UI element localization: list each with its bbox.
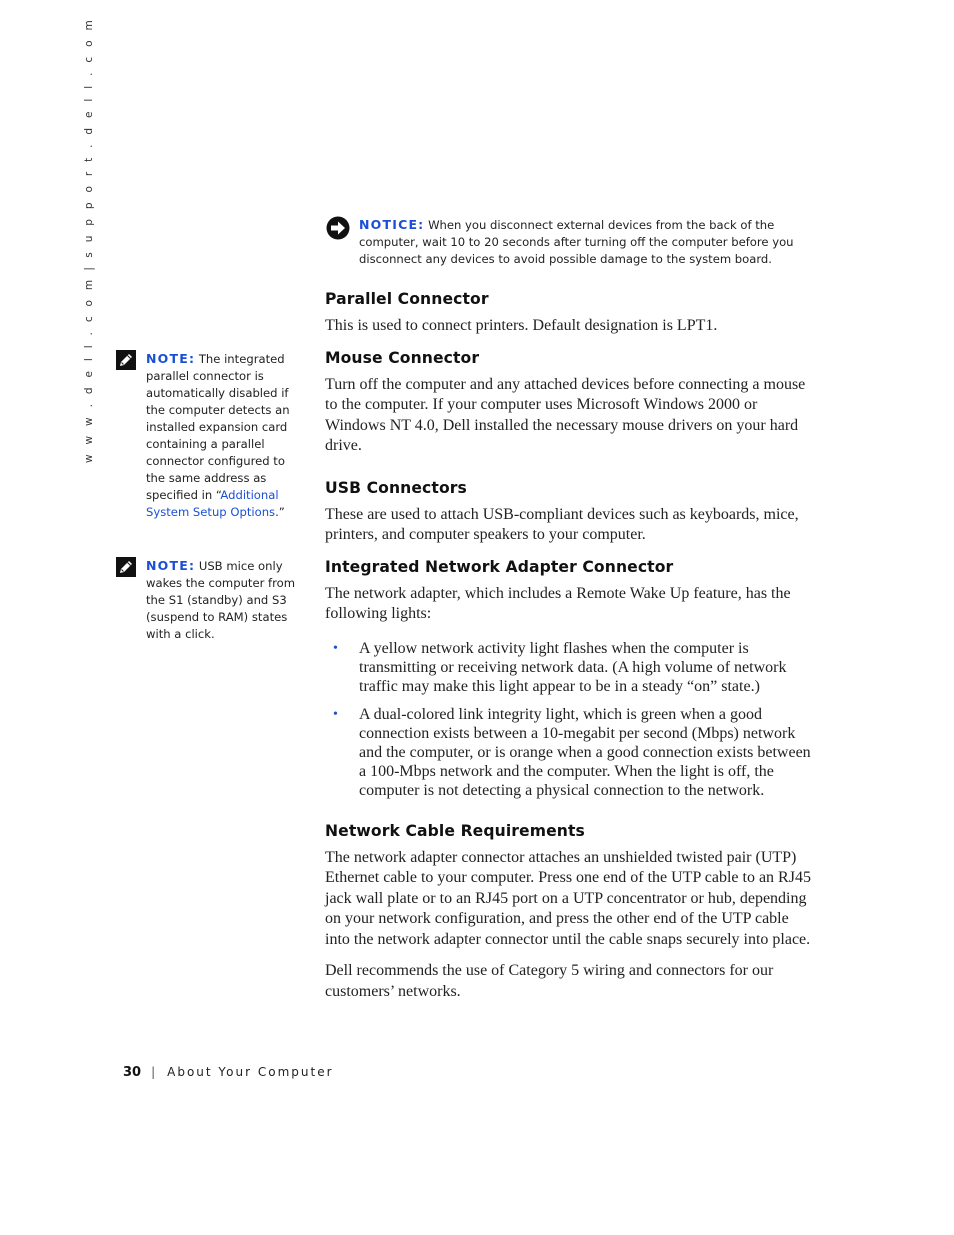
mouse-connector-body: Turn off the computer and any attached devices before connecting a mouse to the computer. If your computer uses Microsoft Windows 2000 or Windows NT 4.0, Dell installed the necessary mouse drivers on your hard drive. xyxy=(325,375,806,454)
list-item-text: A yellow network activity light flashes when the computer is transmitting or receiving network data. (A high volume of network traffic may make this light appear to be in a steady “on” state.) xyxy=(359,639,787,695)
side-note-parallel xyxy=(116,350,296,521)
network-cable-recommendation: Dell recommends the use of Category 5 wiring and connectors for our customers’ networks. xyxy=(325,962,774,1000)
notice-body: When you disconnect external devices from the back of the computer, wait 10 to 20 seconds after turning off the computer before you disconnect any devices to avoid possible damage to the system board. xyxy=(359,218,794,266)
page-number: 30 xyxy=(123,1065,142,1080)
parallel-connector-heading: Parallel Connector xyxy=(325,290,489,308)
bullet-icon: • xyxy=(333,706,338,722)
notice-text xyxy=(359,216,816,268)
network-cable-heading: Network Cable Requirements xyxy=(325,821,585,840)
footer-separator: | xyxy=(151,1065,156,1079)
side-url-dell: w w w . d e l l . c o m xyxy=(83,276,95,463)
note-text xyxy=(146,557,296,643)
note-pencil-icon xyxy=(116,350,136,370)
note-body: The integrated parallel connector is automatically disabled if the computer detects an installed expansion card containing a parallel connector configured to the same address as specified in “ xyxy=(146,352,290,502)
mouse-connector-heading: Mouse Connector xyxy=(325,348,480,367)
notice-label: NOTICE: xyxy=(359,217,425,232)
network-cable-body: The network adapter connector attaches an unshielded twisted pair (UTP) Ethernet cable to your computer. Press one end of the UTP cable to an RJ45 jack wall plate or to an RJ45 port on a UTP concentrator or hub, depending on your network configuration, and press the other end of the UTP cable into the network adapter connector until the cable snaps securely into place. xyxy=(325,848,811,948)
main-content xyxy=(325,290,817,1002)
note-pencil-icon xyxy=(116,557,136,577)
note-suffix: .” xyxy=(275,505,285,519)
section-name: About Your Computer xyxy=(167,1065,334,1079)
side-note-usb xyxy=(116,557,296,643)
list-item xyxy=(325,705,817,800)
side-url-support: s u p p o r t . d e l l . c o m xyxy=(83,16,95,258)
additional-setup-options-link[interactable]: Additional System Setup Options xyxy=(146,488,279,519)
note-body: USB mice only wakes the computer from the S1 (standby) and S3 (suspend to RAM) states with a click. xyxy=(146,559,296,641)
note-label: NOTE: xyxy=(146,351,196,366)
usb-connectors-body: These are used to attach USB-compliant devices such as keyboards, mice, printers, and computer speakers to your computer. xyxy=(325,505,799,543)
note-text xyxy=(146,350,296,521)
note-label: NOTE: xyxy=(146,558,196,573)
side-url-separator: | xyxy=(83,263,95,271)
bullet-icon: • xyxy=(333,640,338,656)
network-lights-list xyxy=(325,639,817,800)
parallel-connector-body: This is used to connect printers. Default designation is LPT1. xyxy=(325,317,718,334)
usb-connectors-heading: USB Connectors xyxy=(325,478,467,497)
network-adapter-heading: Integrated Network Adapter Connector xyxy=(325,557,674,576)
side-url xyxy=(83,17,95,463)
notice-arrow-icon xyxy=(326,216,350,240)
list-item xyxy=(325,639,817,696)
list-item-text: A dual-colored link integrity light, which is green when a good connection exists between a 10-megabit per second (Mbps) network and the computer, or is orange when a good connection exists between a 100-Mbps network and the computer. When the light is off, the computer is not detecting a physical connection to the network. xyxy=(359,705,811,799)
page-footer xyxy=(123,1061,334,1080)
notice-block xyxy=(326,216,816,268)
network-adapter-body: The network adapter, which includes a Remote Wake Up feature, has the following lights: xyxy=(325,584,791,622)
